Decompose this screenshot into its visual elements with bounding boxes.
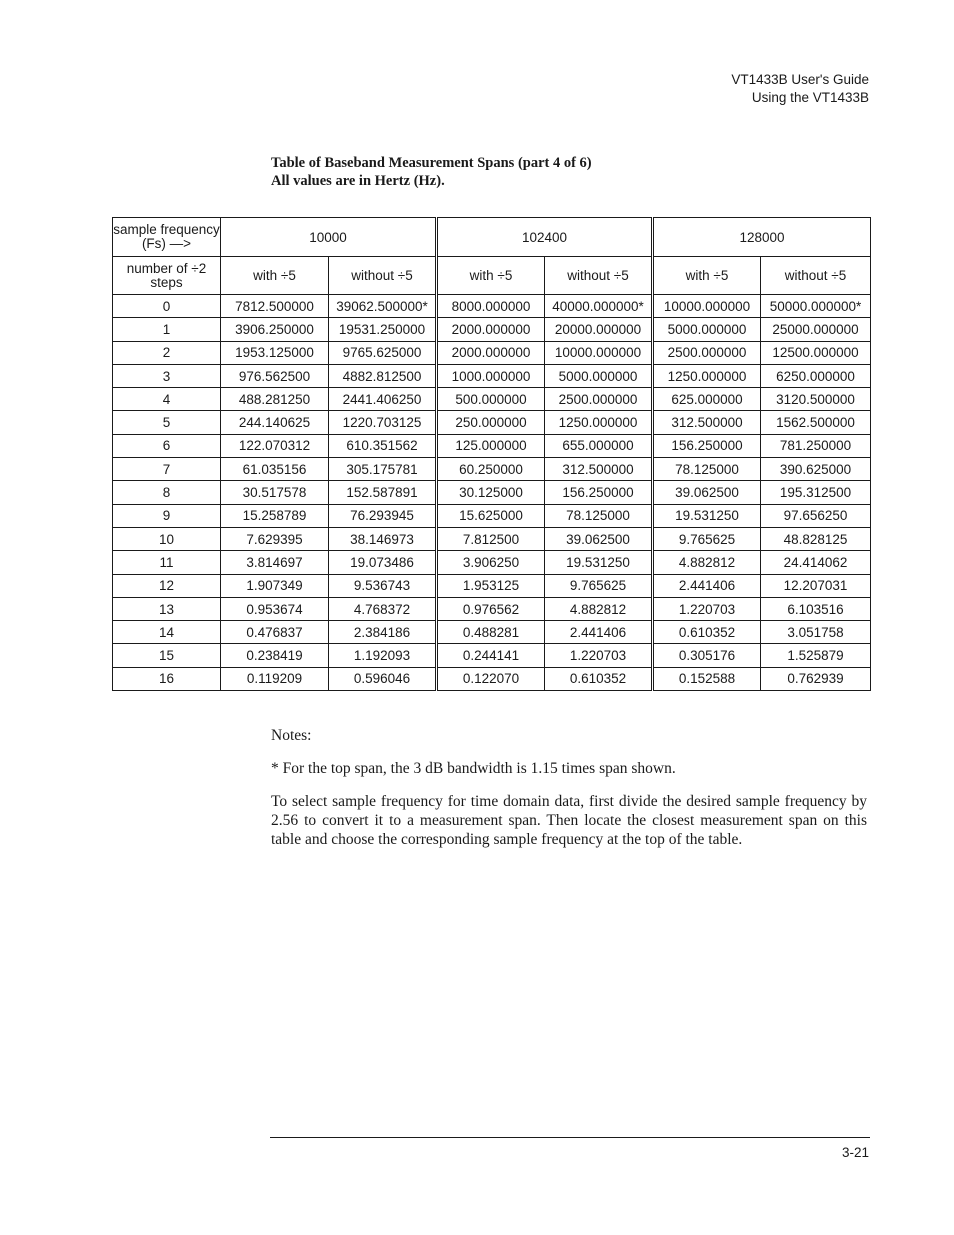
steps-cell: 12: [113, 574, 221, 597]
span-value-cell: 312.500000: [653, 411, 761, 434]
table-row: [113, 574, 871, 597]
span-value-cell: 125.000000: [437, 434, 545, 457]
steps-cell: 6: [113, 434, 221, 457]
table-row: [113, 458, 871, 481]
span-value-cell: 2500.000000: [653, 341, 761, 364]
span-value-cell: 97.656250: [761, 504, 871, 527]
span-value-cell: 312.500000: [545, 458, 653, 481]
table-caption: [271, 154, 592, 190]
span-value-cell: 2.441406: [653, 574, 761, 597]
corner-sample-frequency-label: sample frequency (Fs) —>: [113, 218, 221, 257]
span-value-cell: 3.051758: [761, 621, 871, 644]
span-value-cell: 4.882812: [653, 551, 761, 574]
steps-cell: 2: [113, 341, 221, 364]
sample-frequency-header: 102400: [437, 218, 653, 257]
span-value-cell: 2.384186: [329, 621, 437, 644]
table-row: [113, 597, 871, 620]
table-row: [113, 364, 871, 387]
span-value-cell: 2.441406: [545, 621, 653, 644]
span-value-cell: 390.625000: [761, 458, 871, 481]
notes-heading: Notes:: [271, 727, 312, 744]
span-value-cell: 500.000000: [437, 388, 545, 411]
steps-cell: 5: [113, 411, 221, 434]
span-value-cell: 2441.406250: [329, 388, 437, 411]
span-value-cell: 1953.125000: [221, 341, 329, 364]
span-value-cell: 1.953125: [437, 574, 545, 597]
span-value-cell: 8000.000000: [437, 295, 545, 318]
span-value-cell: 0.152588: [653, 667, 761, 690]
span-value-cell: 19531.250000: [329, 318, 437, 341]
span-value-cell: 0.305176: [653, 644, 761, 667]
span-value-cell: 0.610352: [545, 667, 653, 690]
span-value-cell: 9765.625000: [329, 341, 437, 364]
table-caption-title: Table of Baseband Measurement Spans (part 4 of 6): [271, 155, 592, 171]
span-value-cell: 122.070312: [221, 434, 329, 457]
measurement-spans-table: [112, 217, 871, 691]
steps-cell: 16: [113, 667, 221, 690]
span-value-cell: 6250.000000: [761, 364, 871, 387]
page-number: 3-21: [841, 1145, 869, 1160]
sample-frequency-header-row: [113, 218, 871, 257]
steps-cell: 8: [113, 481, 221, 504]
span-value-cell: 0.953674: [221, 597, 329, 620]
span-value-cell: 39.062500: [545, 527, 653, 550]
span-value-cell: 10000.000000: [653, 295, 761, 318]
steps-cell: 0: [113, 295, 221, 318]
steps-cell: 3: [113, 364, 221, 387]
steps-cell: 9: [113, 504, 221, 527]
span-value-cell: 2000.000000: [437, 318, 545, 341]
span-value-cell: 2000.000000: [437, 341, 545, 364]
span-value-cell: 0.976562: [437, 597, 545, 620]
span-value-cell: 78.125000: [653, 458, 761, 481]
span-value-cell: 655.000000: [545, 434, 653, 457]
span-value-cell: 3120.500000: [761, 388, 871, 411]
span-value-cell: 0.488281: [437, 621, 545, 644]
span-value-cell: 9.765625: [545, 574, 653, 597]
span-value-cell: 24.414062: [761, 551, 871, 574]
span-value-cell: 4882.812500: [329, 364, 437, 387]
note-sample-frequency-instructions: To select sample frequency for time domain data, first divide the desired sample frequency by 2.56 to convert it to a measurement span. Then locate the closest measurement span on this table and choose the corresponding sample frequency at the top of the table.: [271, 793, 867, 848]
span-value-cell: 156.250000: [545, 481, 653, 504]
span-value-cell: 0.476837: [221, 621, 329, 644]
span-value-cell: 38.146973: [329, 527, 437, 550]
steps-cell: 7: [113, 458, 221, 481]
span-value-cell: 40000.000000*: [545, 295, 653, 318]
span-value-cell: 7.629395: [221, 527, 329, 550]
span-value-cell: 50000.000000*: [761, 295, 871, 318]
column-header: with ÷5: [437, 257, 545, 295]
steps-cell: 11: [113, 551, 221, 574]
span-value-cell: 3.906250: [437, 551, 545, 574]
span-value-cell: 2500.000000: [545, 388, 653, 411]
span-value-cell: 20000.000000: [545, 318, 653, 341]
sample-frequency-header: 10000: [221, 218, 437, 257]
span-value-cell: 39062.500000*: [329, 295, 437, 318]
span-value-cell: 61.035156: [221, 458, 329, 481]
table-row: [113, 481, 871, 504]
span-value-cell: 976.562500: [221, 364, 329, 387]
span-value-cell: 7.812500: [437, 527, 545, 550]
span-value-cell: 25000.000000: [761, 318, 871, 341]
span-value-cell: 48.828125: [761, 527, 871, 550]
span-value-cell: 1000.000000: [437, 364, 545, 387]
span-value-cell: 152.587891: [329, 481, 437, 504]
span-value-cell: 19.531250: [545, 551, 653, 574]
divider-header-row: [113, 257, 871, 295]
span-value-cell: 15.258789: [221, 504, 329, 527]
span-value-cell: 305.175781: [329, 458, 437, 481]
span-value-cell: 19.073486: [329, 551, 437, 574]
header-guide-title: VT1433B User's Guide: [731, 72, 869, 87]
span-value-cell: 1220.703125: [329, 411, 437, 434]
span-value-cell: 625.000000: [653, 388, 761, 411]
span-value-cell: 0.610352: [653, 621, 761, 644]
span-value-cell: 4.882812: [545, 597, 653, 620]
span-value-cell: 12.207031: [761, 574, 871, 597]
span-value-cell: 3906.250000: [221, 318, 329, 341]
table-row: [113, 341, 871, 364]
sample-frequency-header: 128000: [653, 218, 871, 257]
table-row: [113, 504, 871, 527]
span-value-cell: 1250.000000: [545, 411, 653, 434]
span-value-cell: 9.536743: [329, 574, 437, 597]
table-row: [113, 318, 871, 341]
span-value-cell: 1.525879: [761, 644, 871, 667]
notes-section: [271, 726, 867, 863]
span-value-cell: 0.119209: [221, 667, 329, 690]
span-value-cell: 9.765625: [653, 527, 761, 550]
column-header: with ÷5: [221, 257, 329, 295]
span-value-cell: 30.125000: [437, 481, 545, 504]
span-value-cell: 1.907349: [221, 574, 329, 597]
span-value-cell: 610.351562: [329, 434, 437, 457]
corner-steps-label: number of ÷2 steps: [113, 257, 221, 295]
span-value-cell: 5000.000000: [653, 318, 761, 341]
steps-cell: 1: [113, 318, 221, 341]
span-value-cell: 0.596046: [329, 667, 437, 690]
column-header: without ÷5: [761, 257, 871, 295]
span-value-cell: 1250.000000: [653, 364, 761, 387]
span-value-cell: 76.293945: [329, 504, 437, 527]
column-header: without ÷5: [545, 257, 653, 295]
table-row: [113, 388, 871, 411]
span-value-cell: 195.312500: [761, 481, 871, 504]
span-value-cell: 5000.000000: [545, 364, 653, 387]
span-value-cell: 0.238419: [221, 644, 329, 667]
footer-divider: [270, 1137, 870, 1138]
span-value-cell: 1562.500000: [761, 411, 871, 434]
span-value-cell: 1.220703: [545, 644, 653, 667]
span-value-cell: 30.517578: [221, 481, 329, 504]
table-row: [113, 667, 871, 690]
span-value-cell: 250.000000: [437, 411, 545, 434]
span-value-cell: 15.625000: [437, 504, 545, 527]
span-value-cell: 0.244141: [437, 644, 545, 667]
span-value-cell: 244.140625: [221, 411, 329, 434]
span-value-cell: 6.103516: [761, 597, 871, 620]
span-value-cell: 12500.000000: [761, 341, 871, 364]
table-row: [113, 295, 871, 318]
table-row: [113, 411, 871, 434]
note-top-span: * For the top span, the 3 dB bandwidth is 1.15 times span shown.: [271, 760, 676, 777]
span-value-cell: 3.814697: [221, 551, 329, 574]
span-value-cell: 1.220703: [653, 597, 761, 620]
page-header: [731, 71, 869, 107]
span-value-cell: 78.125000: [545, 504, 653, 527]
table-row: [113, 527, 871, 550]
span-value-cell: 0.762939: [761, 667, 871, 690]
span-value-cell: 781.250000: [761, 434, 871, 457]
steps-cell: 15: [113, 644, 221, 667]
span-value-cell: 0.122070: [437, 667, 545, 690]
span-value-cell: 1.192093: [329, 644, 437, 667]
span-value-cell: 19.531250: [653, 504, 761, 527]
span-value-cell: 156.250000: [653, 434, 761, 457]
table-caption-units: All values are in Hertz (Hz).: [271, 173, 445, 189]
span-value-cell: 39.062500: [653, 481, 761, 504]
table-row: [113, 551, 871, 574]
header-section-title: Using the VT1433B: [751, 90, 869, 105]
table-row: [113, 434, 871, 457]
span-value-cell: 7812.500000: [221, 295, 329, 318]
span-value-cell: 488.281250: [221, 388, 329, 411]
column-header: without ÷5: [329, 257, 437, 295]
column-header: with ÷5: [653, 257, 761, 295]
span-value-cell: 4.768372: [329, 597, 437, 620]
steps-cell: 10: [113, 527, 221, 550]
span-value-cell: 60.250000: [437, 458, 545, 481]
steps-cell: 14: [113, 621, 221, 644]
steps-cell: 4: [113, 388, 221, 411]
table-row: [113, 644, 871, 667]
steps-cell: 13: [113, 597, 221, 620]
table-row: [113, 621, 871, 644]
span-value-cell: 10000.000000: [545, 341, 653, 364]
